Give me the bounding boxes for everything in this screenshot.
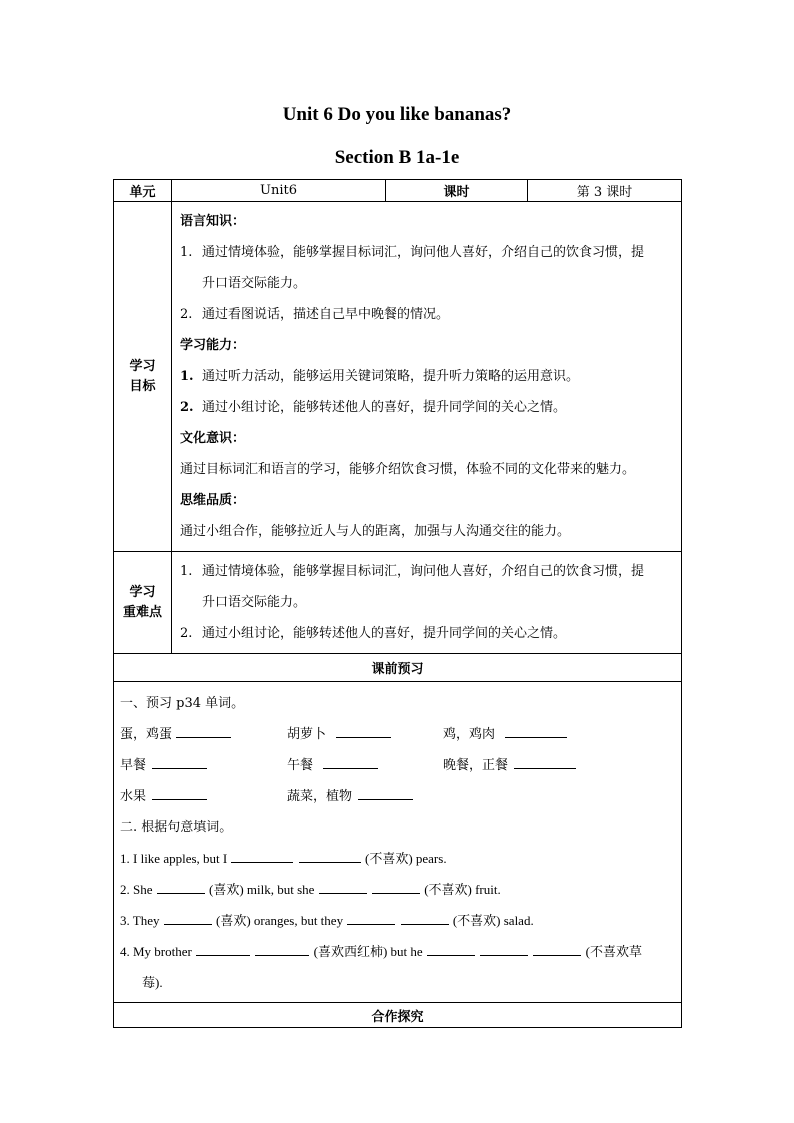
vocab-word: 水果	[120, 789, 147, 804]
fill-blank[interactable]	[164, 910, 212, 925]
fill-blank[interactable]	[319, 879, 367, 894]
sentence-text: (不喜欢) fruit.	[424, 882, 501, 897]
vocab-item	[287, 781, 443, 812]
fill-blank[interactable]	[299, 848, 361, 863]
sentence-text: (不喜欢草	[585, 944, 642, 959]
vocab-word: 早餐	[120, 758, 147, 773]
key-points-row	[114, 552, 682, 654]
key-point-1-cont: 升口语交际能力。	[202, 595, 307, 610]
sentence-text: (不喜欢) pears.	[364, 851, 447, 866]
unit-value: Unit6	[172, 180, 386, 202]
item-text: 通过情境体验，能够掌握目标词汇，询问他人喜好，介绍自己的饮食习惯，提	[202, 245, 645, 260]
fill-blank[interactable]	[176, 723, 231, 738]
fill-blank[interactable]	[427, 941, 475, 956]
sentence-4-cont: 莓).	[142, 975, 163, 990]
thinking-text: 通过小组合作，能够拉近人与人的距离，加强与人沟通交往的能力。	[180, 524, 571, 539]
knowledge-item-1	[180, 237, 675, 268]
culture-text: 通过目标词汇和语言的学习，能够介绍饮食习惯，体验不同的文化带来的魅力。	[180, 462, 636, 477]
fill-section-title: 二. 根据句意填词。	[120, 820, 233, 835]
sentence-3	[120, 905, 675, 936]
vocab-item	[443, 750, 576, 781]
cooperation-heading: 合作探究	[114, 1003, 682, 1028]
fill-blank[interactable]	[336, 723, 391, 738]
vocab-word: 蔬菜，植物	[287, 789, 353, 804]
fill-blank[interactable]	[231, 848, 293, 863]
page-title: Unit 6 Do you like bananas?	[282, 104, 512, 125]
vocab-row	[120, 781, 675, 812]
sentence-text: 4. My brother	[120, 944, 192, 959]
ability-title: 学习能力：	[180, 338, 246, 353]
lesson-value: 第 3 课时	[528, 180, 682, 202]
objectives-label-line1: 学习	[129, 358, 156, 374]
cooperation-heading-row	[114, 1003, 682, 1028]
sentence-2	[120, 874, 675, 905]
fill-blank[interactable]	[480, 941, 528, 956]
item-text: 通过听力活动，能够运用关键词策略，提升听力策略的运用意识。	[202, 369, 580, 384]
sentence-text: (不喜欢) salad.	[452, 913, 534, 928]
vocab-item	[443, 719, 567, 750]
fill-blank[interactable]	[401, 910, 449, 925]
objectives-label-line2: 目标	[129, 378, 156, 394]
sentence-text: (喜欢) milk, but she	[209, 882, 315, 897]
key-point-2	[180, 618, 675, 649]
vocab-word: 午餐	[287, 758, 314, 773]
knowledge-item-2	[180, 299, 675, 330]
vocab-word: 晚餐，正餐	[443, 758, 509, 773]
sentence-text: 3. They	[120, 913, 160, 928]
fill-blank[interactable]	[157, 879, 205, 894]
preview-content-row	[114, 682, 682, 1003]
fill-blank[interactable]	[323, 754, 378, 769]
fill-blank[interactable]	[505, 723, 567, 738]
key-points-label-line1: 学习	[129, 584, 156, 600]
item-number: 2.	[180, 307, 193, 322]
item-number: 1.	[180, 369, 194, 384]
preview-heading: 课前预习	[114, 654, 682, 682]
objectives-label	[114, 202, 172, 552]
key-point-1	[180, 556, 675, 587]
fill-blank[interactable]	[196, 941, 250, 956]
preview-content	[114, 682, 682, 1003]
vocab-row	[120, 750, 675, 781]
vocab-word: 蛋，鸡蛋	[120, 727, 173, 742]
item-number: 2.	[180, 626, 193, 641]
fill-blank[interactable]	[152, 754, 207, 769]
fill-blank[interactable]	[347, 910, 395, 925]
vocab-item	[287, 750, 443, 781]
objectives-row	[114, 202, 682, 552]
vocab-word: 胡萝卜	[287, 727, 327, 742]
vocab-item	[120, 750, 287, 781]
key-points-content	[172, 552, 682, 654]
unit-label: 单元	[114, 180, 172, 202]
culture-title: 文化意识：	[180, 431, 246, 446]
item-text: 通过小组讨论，能够转述他人的喜好，提升同学间的关心之情。	[202, 400, 567, 415]
item-number: 2.	[180, 400, 194, 415]
sentence-1	[120, 843, 675, 874]
fill-blank[interactable]	[255, 941, 309, 956]
ability-item-2	[180, 392, 675, 423]
key-points-label-line2: 重难点	[122, 604, 162, 620]
thinking-title: 思维品质：	[180, 493, 246, 508]
vocab-item	[287, 719, 443, 750]
fill-blank[interactable]	[358, 785, 413, 800]
sentence-text: (喜欢) oranges, but they	[215, 913, 344, 928]
lesson-label: 课时	[386, 180, 528, 202]
item-text: 通过小组讨论，能够转述他人的喜好，提升同学间的关心之情。	[202, 626, 567, 641]
objectives-content	[172, 202, 682, 552]
fill-blank[interactable]	[533, 941, 581, 956]
item-text: 通过情境体验，能够掌握目标词汇，询问他人喜好，介绍自己的饮食习惯，提	[202, 564, 645, 579]
key-points-label	[114, 552, 172, 654]
ability-item-1	[180, 361, 675, 392]
sentence-text: (喜欢西红柿) but he	[313, 944, 423, 959]
sentence-text: 2. She	[120, 882, 153, 897]
header-row	[114, 180, 682, 202]
fill-blank[interactable]	[152, 785, 207, 800]
item-text: 通过看图说话，描述自己早中晚餐的情况。	[202, 307, 450, 322]
preview-heading-row	[114, 654, 682, 682]
item-number: 1.	[180, 245, 193, 260]
item-number: 1.	[180, 564, 193, 579]
lesson-plan-table	[113, 179, 682, 1028]
fill-blank[interactable]	[514, 754, 576, 769]
vocab-item	[120, 781, 287, 812]
page-subtitle: Section B 1a-1e	[334, 147, 460, 168]
vocab-word: 鸡，鸡肉	[443, 727, 496, 742]
knowledge-item-1-cont: 升口语交际能力。	[202, 276, 307, 291]
knowledge-title: 语言知识：	[180, 214, 246, 229]
fill-blank[interactable]	[372, 879, 420, 894]
vocab-row	[120, 719, 675, 750]
sentence-text: 1. I like apples, but I	[120, 851, 228, 866]
sentence-4	[120, 936, 675, 967]
vocab-section-title: 一、预习 p34 单词。	[120, 696, 245, 711]
vocab-item	[120, 719, 287, 750]
